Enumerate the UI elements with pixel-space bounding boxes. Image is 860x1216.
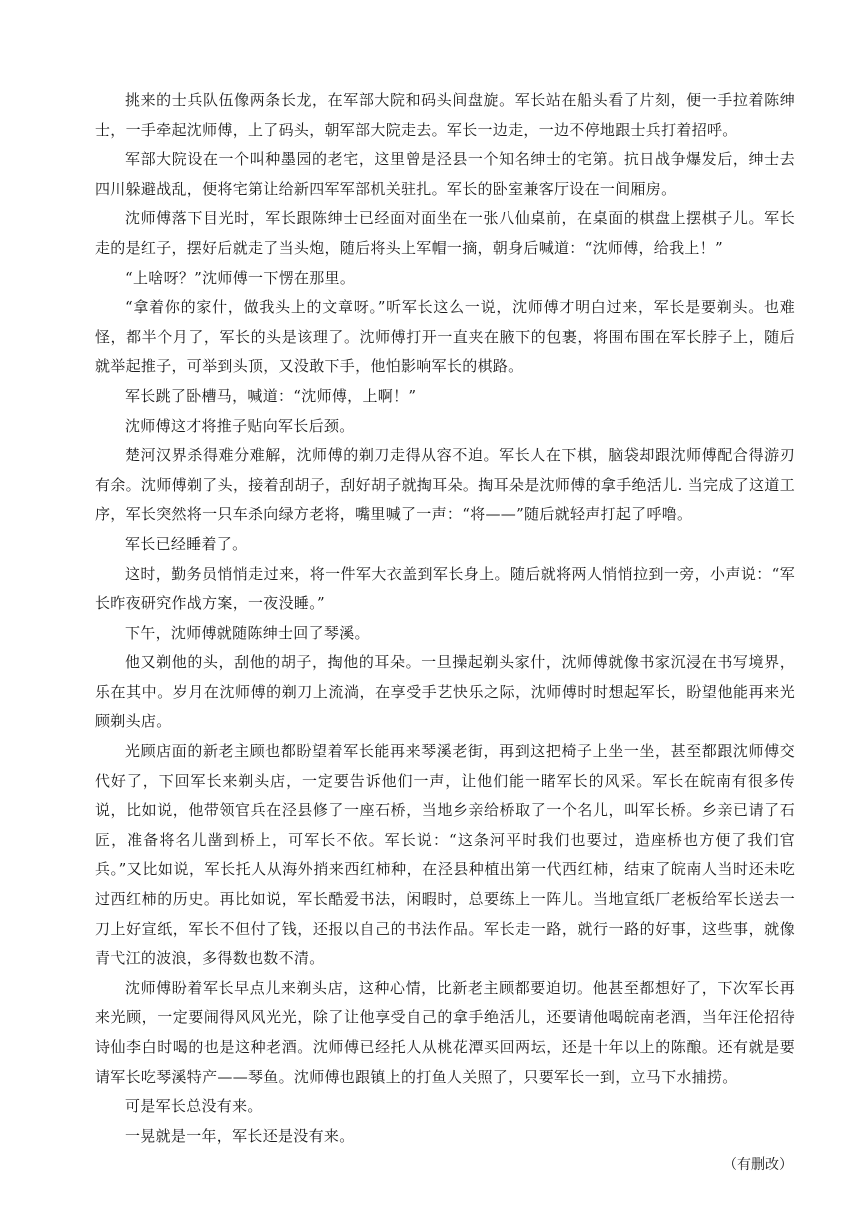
paragraph-13: 光顾店面的新老主顾也都盼望着军长能再来琴溪老街，再到这把椅子上坐一坐，甚至都跟沈师傅交代好了，下回军长来剃头店，一定要告诉他们一声，让他们能一睹军长的风采。军长在皖南有很多传说，比如说，他带领官兵在泾县修了一座石桥，当地乡亲给桥取了一个名儿，叫军长桥。乡亲已请了石匠，准备将名儿凿到桥上，可军长不依。军长说：“这条河平时我们也要过，造座桥也方便了我们官兵。”又比如说，军长托人从海外捎来西红柿种，在泾县种植出第一代西红柿，结束了皖南人当时还未吃过西红柿的历史。再比如说，军长酷爱书法，闲暇时，总要练上一阵儿。当地宣纸厂老板给军长送去一刀上好宣纸，军长不但付了钱，还报以自己的书法作品。军长走一路，就行一路的好事，这些事，就像青弋江的波浪，多得数也数不清。	[95, 742, 795, 968]
paragraph-4: “上啥呀？”沈师傅一下愣在那里。	[125, 268, 356, 287]
paragraph-7: 沈师傅这才将推子贴向军长后颈。	[125, 416, 355, 435]
source-note: （有删改）	[723, 1157, 793, 1174]
paragraph-5: “拿着你的家什，做我头上的文章呀。”听军长这么一说，沈师傅才明白过来，军长是要剃头。也难怪，都半个月了，军长的头是该理了。沈师傅打开一直夹在腋下的包裹，将围布围在军长脖子上，随后就举起推子，可举到头顶，又没敢下手，他怕影响军长的棋路。	[95, 298, 795, 376]
paragraph-6: 军长跳了卧槽马，喊道：“沈师傅，上啊！”	[125, 386, 417, 405]
paragraph-16: 一晃就是一年，军长还是没有来。	[125, 1126, 355, 1145]
paragraph-3: 沈师傅落下目光时，军长跟陈绅士已经面对面坐在一张八仙桌前，在桌面的棋盘上摆棋子儿。军长走的是红子，摆好后就走了当头炮，随后将头上军帽一摘，朝身后喊道：“沈师傅，给我上！”	[95, 209, 795, 257]
paragraph-15: 可是军长总没有来。	[125, 1097, 263, 1116]
paragraph-14: 沈师傅盼着军长早点儿来剃头店，这种心情，比新老主顾都要迫切。他甚至都想好了，下次军长再来光顾，一定要闹得风风光光，除了让他享受自己的拿手绝活儿，还要请他喝皖南老酒，当年汪伦招待诗仙李白时喝的也是这种老酒。沈师傅已经托人从桃花潭买回两坛，还是十年以上的陈酿。还有就是要请军长吃琴溪特产——琴鱼。沈师傅也跟镇上的打鱼人关照了，只要军长一到，立马下水捕捞。	[95, 978, 795, 1086]
paragraph-8: 楚河汉界杀得难分难解，沈师傅的剃刀走得从容不迫。军长人在下棋，脑袋却跟沈师傅配合得游刃有余。沈师傅剃了头，接着刮胡子，刮好胡子就掏耳朵。掏耳朵是沈师傅的拿手绝活儿. 当完成了这道工序，军长突然将一只车杀向绿方老将，嘴里喊了一声：“将——”随后就轻声打起了呼噜。	[95, 446, 795, 524]
paragraph-1: 挑来的士兵队伍像两条长龙，在军部大院和码头间盘旋。军长站在船头看了片刻，便一手拉着陈绅士，一手牵起沈师傅，上了码头，朝军部大院走去。军长一边走，一边不停地跟士兵打着招呼。	[95, 91, 795, 139]
paragraph-12: 他又剃他的头，刮他的胡子，掏他的耳朵。一旦操起剃头家什，沈师傅就像书家沉浸在书写境界，乐在其中。岁月在沈师傅的剃刀上流淌，在享受手艺快乐之际，沈师傅时时想起军长，盼望他能再来光顾剃头店。	[95, 653, 795, 731]
paragraph-11: 下午，沈师傅就随陈绅士回了琴溪。	[125, 623, 370, 642]
article-body	[95, 86, 795, 1181]
paragraph-9: 军长已经睡着了。	[125, 534, 248, 553]
paragraph-10: 这时，勤务员悄悄走过来，将一件军大衣盖到军长身上。随后就将两人悄悄拉到一旁，小声说：“军长昨夜研究作战方案，一夜没睡。”	[95, 564, 795, 613]
paragraph-2: 军部大院设在一个叫种墨园的老宅，这里曾是泾县一个知名绅士的宅第。抗日战争爆发后，绅士去四川躲避战乱，便将宅第让给新四军军部机关驻扎。军长的卧室兼客厅设在一间厢房。	[95, 150, 795, 198]
